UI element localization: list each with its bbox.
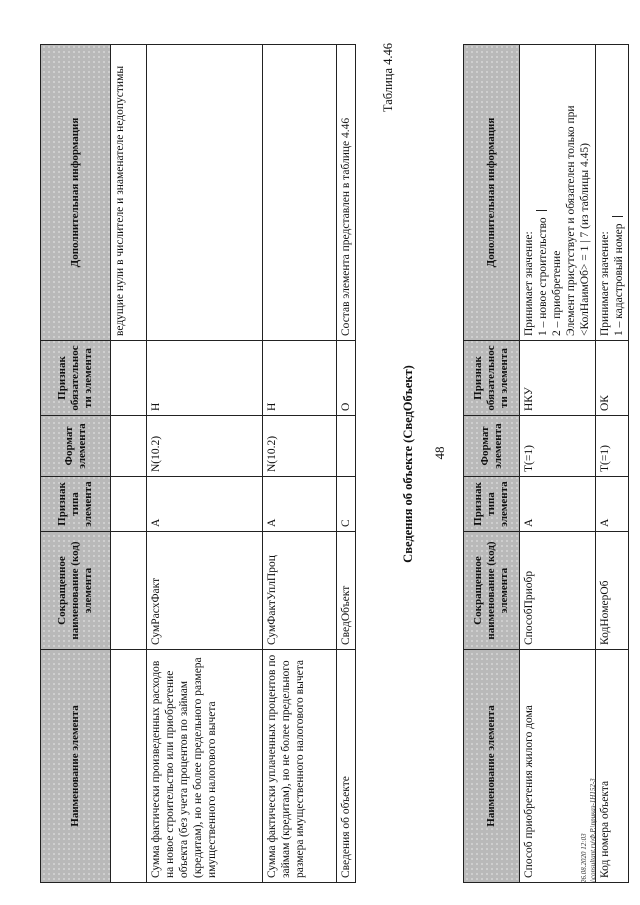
cell-code: СумРасхФакт	[147, 532, 263, 650]
header-element-format: Формат элемента	[464, 416, 520, 477]
header-additional-info: Дополнительная информация	[464, 45, 520, 341]
header-element-code: Сокращенное наименование (код) элемента	[41, 532, 111, 650]
cell-type: С	[337, 477, 356, 532]
cell-name: Сумма фактически произведенных расходов на новое строительство или приобретение объекта (без учета процентов по займам (кредитам), но не более предельного размера имущественного налогового вычета	[147, 650, 263, 883]
header-element-name: Наименование элемента	[41, 650, 111, 883]
cell-required: Н	[263, 341, 337, 416]
header-element-required: Признак обязательности элемента	[464, 341, 520, 416]
info-line	[536, 49, 550, 336]
footer-note	[580, 778, 598, 883]
cell-required: НКУ	[520, 341, 596, 416]
header-element-name: Наименование элемента	[464, 650, 520, 883]
cell-name: Сумма фактически уплаченных процентов по займам (кредитам), но не более предельного размера имущественного налогового вычета	[263, 650, 337, 883]
object-info-table	[463, 44, 629, 883]
cell-required: Н	[147, 341, 263, 416]
cell-name	[111, 650, 147, 883]
text-cursor-mark	[612, 217, 623, 218]
header-element-type: Признак типа элемента	[464, 477, 520, 532]
cell-name: Способ приобретения жилого дома	[520, 650, 596, 883]
footer-timestamp: 26.08.2020 12:03	[580, 833, 588, 883]
cell-code: СумФактУплПроц	[263, 532, 337, 650]
cell-required: ОК	[596, 341, 629, 416]
info-line	[612, 49, 626, 336]
table-row	[147, 45, 263, 883]
cell-info	[596, 45, 629, 341]
header-element-type: Признак типа элемента	[41, 477, 111, 532]
header-element-format: Формат элемента	[41, 416, 111, 477]
elements-table-continued	[40, 44, 356, 883]
cell-name: Сведения об объекте	[337, 650, 356, 883]
cell-required	[111, 341, 147, 416]
cell-required: О	[337, 341, 356, 416]
table-row	[596, 45, 629, 883]
header-element-code: Сокращенное наименование (код) элемента	[464, 532, 520, 650]
cell-type: А	[263, 477, 337, 532]
cell-type	[111, 477, 147, 532]
cell-code: КодНомерОб	[596, 532, 629, 650]
info-line: 2 – приобретение	[551, 250, 563, 336]
cell-name: Код номера объекта	[596, 650, 629, 883]
cell-format	[337, 416, 356, 477]
cell-info: Состав элемента представлен в таблице 4.46	[337, 45, 356, 341]
cell-format	[111, 416, 147, 477]
cell-format: N(10.2)	[147, 416, 263, 477]
table-title: Сведения об объекте (СведОбъект)	[401, 365, 415, 563]
info-line: Принимает значение:	[599, 231, 611, 336]
cell-format: Т(=1)	[520, 416, 596, 477]
info-line: Принимает значение:	[523, 231, 535, 336]
cell-info	[147, 45, 263, 341]
table-number-label: Таблица 4.46	[381, 43, 395, 113]
info-line-text: 1 – кадастровый номер	[613, 223, 625, 336]
table-row	[111, 45, 147, 883]
cell-format: Т(=1)	[596, 416, 629, 477]
cell-type: А	[147, 477, 263, 532]
table-row	[337, 45, 356, 883]
table-row	[520, 45, 596, 883]
cell-format: N(10.2)	[263, 416, 337, 477]
info-line: Элемент присутствует и обязателен только при <КолНаимОб> = 1 | 7 (из таблицы 4.45)	[565, 105, 591, 336]
header-additional-info: Дополнительная информация	[41, 45, 111, 341]
table-row	[263, 45, 337, 883]
info-line-text: 1 – новое строительство	[537, 217, 549, 336]
footer-path: \\consultant.ru\Ф.Р.\приказ-1H152-3	[589, 778, 597, 883]
page-number: 48	[432, 446, 447, 460]
header-element-required: Признак обязательности элемента	[41, 341, 111, 416]
cell-info	[520, 45, 596, 341]
cell-type: А	[520, 477, 596, 532]
text-cursor-mark	[536, 210, 547, 211]
cell-info: ведущие нули в числителе и знаменателе недопустимы	[111, 45, 147, 341]
cell-code	[111, 532, 147, 650]
cell-code: СпособПриобр	[520, 532, 596, 650]
cell-type: А	[596, 477, 629, 532]
cell-code: СведОбъект	[337, 532, 356, 650]
cell-info	[263, 45, 337, 341]
